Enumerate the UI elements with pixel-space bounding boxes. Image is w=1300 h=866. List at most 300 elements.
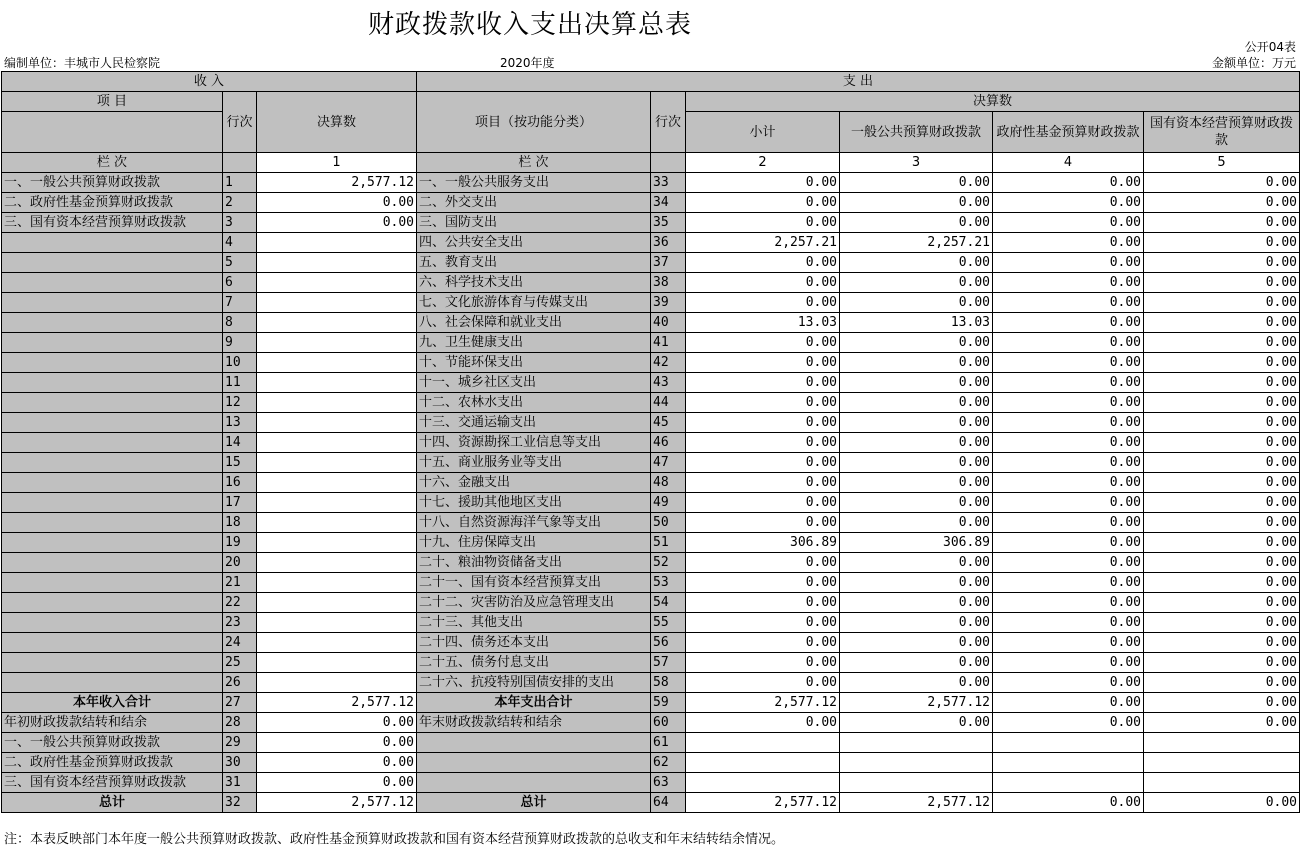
- income-row-no: 18: [223, 513, 257, 533]
- expense-gov-fund: 0.00: [993, 573, 1144, 593]
- expense-gov-fund: 0.00: [993, 553, 1144, 573]
- expense-subtotal: 0.00: [686, 653, 840, 673]
- expense-general: 2,577.12: [840, 793, 993, 813]
- expense-state-capital: 0.00: [1144, 333, 1300, 353]
- expense-gov-fund: 0.00: [993, 233, 1144, 253]
- expense-row-no: 57: [651, 653, 686, 673]
- income-amount: [257, 293, 417, 313]
- expense-state-capital: [1144, 753, 1300, 773]
- expense-general: 0.00: [840, 553, 993, 573]
- income-item: [2, 673, 223, 693]
- expense-subtotal: [686, 733, 840, 753]
- expense-gov-fund: 0.00: [993, 353, 1144, 373]
- expense-subtotal: 0.00: [686, 353, 840, 373]
- income-item: [2, 513, 223, 533]
- expense-subtotal: 0.00: [686, 333, 840, 353]
- expense-gov-fund: 0.00: [993, 273, 1144, 293]
- expense-row-no: 48: [651, 473, 686, 493]
- table-row: [2, 693, 1300, 713]
- income-item: [2, 413, 223, 433]
- expense-subtotal: [686, 753, 840, 773]
- expense-state-capital: 0.00: [1144, 513, 1300, 533]
- income-amount: [257, 653, 417, 673]
- expense-item: 二十六、抗疫特别国债安排的支出: [417, 673, 651, 693]
- subtotal-header: 小计: [686, 112, 840, 153]
- expense-general: 13.03: [840, 313, 993, 333]
- income-item: [2, 613, 223, 633]
- expense-subtotal: 0.00: [686, 473, 840, 493]
- expense-general: 0.00: [840, 213, 993, 233]
- expense-item: 四、公共安全支出: [417, 233, 651, 253]
- expense-general: 0.00: [840, 613, 993, 633]
- income-row-no: 9: [223, 333, 257, 353]
- expense-subtotal: 0.00: [686, 173, 840, 193]
- expense-item: 二、外交支出: [417, 193, 651, 213]
- expense-row-no: 63: [651, 773, 686, 793]
- expense-general: 0.00: [840, 433, 993, 453]
- income-amount: [257, 393, 417, 413]
- expense-item: 一、一般公共服务支出: [417, 173, 651, 193]
- income-amount: 0.00: [257, 753, 417, 773]
- expense-row-no: 44: [651, 393, 686, 413]
- exp-row-no-header: 行次: [651, 92, 686, 153]
- income-item: [2, 473, 223, 493]
- income-item: [2, 493, 223, 513]
- income-amount: [257, 373, 417, 393]
- income-row-no: 5: [223, 253, 257, 273]
- expense-subtotal: 0.00: [686, 713, 840, 733]
- expense-item: 十七、援助其他地区支出: [417, 493, 651, 513]
- expense-state-capital: 0.00: [1144, 373, 1300, 393]
- income-item: [2, 553, 223, 573]
- expense-gov-fund: 0.00: [993, 613, 1144, 633]
- income-item: [2, 333, 223, 353]
- expense-general: 2,577.12: [840, 693, 993, 713]
- expense-gov-fund: 0.00: [993, 493, 1144, 513]
- expense-row-no: 54: [651, 593, 686, 613]
- income-item: [2, 373, 223, 393]
- income-amount: [257, 413, 417, 433]
- expense-gov-fund: 0.00: [993, 693, 1144, 713]
- expense-row-no: 51: [651, 533, 686, 553]
- amount-unit: 金额单位：万元: [1211, 56, 1296, 70]
- expense-state-capital: 0.00: [1144, 793, 1300, 813]
- income-row-no: 23: [223, 613, 257, 633]
- table-row: [2, 793, 1300, 813]
- expense-general: 0.00: [840, 413, 993, 433]
- expense-general: 0.00: [840, 353, 993, 373]
- expense-general: 0.00: [840, 393, 993, 413]
- expense-item: 六、科学技术支出: [417, 273, 651, 293]
- income-amount: [257, 433, 417, 453]
- expense-subtotal: 0.00: [686, 393, 840, 413]
- expense-gov-fund: 0.00: [993, 193, 1144, 213]
- expense-state-capital: 0.00: [1144, 653, 1300, 673]
- expense-subtotal: 0.00: [686, 213, 840, 233]
- table-row: [2, 573, 1300, 593]
- expense-row-no: 35: [651, 213, 686, 233]
- income-row-no: 32: [223, 793, 257, 813]
- col-no-1: 1: [257, 153, 417, 173]
- expense-general: 0.00: [840, 173, 993, 193]
- income-row-no: 1: [223, 173, 257, 193]
- expense-gov-fund: 0.00: [993, 453, 1144, 473]
- expense-row-no: 42: [651, 353, 686, 373]
- income-row-no: 29: [223, 733, 257, 753]
- expense-state-capital: [1144, 733, 1300, 753]
- expense-general: 0.00: [840, 273, 993, 293]
- expense-general: 0.00: [840, 193, 993, 213]
- item-header-blank: [2, 112, 223, 153]
- income-row-no: 16: [223, 473, 257, 493]
- expense-item: 十三、交通运输支出: [417, 413, 651, 433]
- income-item: [2, 593, 223, 613]
- gov-fund-header: 政府性基金预算财政拨款: [993, 112, 1144, 153]
- income-row-no: 10: [223, 353, 257, 373]
- expense-gov-fund: 0.00: [993, 793, 1144, 813]
- table-row: [2, 633, 1300, 653]
- expense-row-no: 61: [651, 733, 686, 753]
- expense-subtotal: 13.03: [686, 313, 840, 333]
- expense-item: [417, 753, 651, 773]
- expense-item: 二十一、国有资本经营预算支出: [417, 573, 651, 593]
- col-no-4: 4: [993, 153, 1144, 173]
- expense-general: 2,257.21: [840, 233, 993, 253]
- income-item: [2, 273, 223, 293]
- expense-item: 二十、粮油物资储备支出: [417, 553, 651, 573]
- income-item: 本年收入合计: [2, 693, 223, 713]
- col-no-5: 5: [1144, 153, 1300, 173]
- income-amount: [257, 513, 417, 533]
- income-amount: [257, 493, 417, 513]
- income-row-no: 13: [223, 413, 257, 433]
- income-row-no: 7: [223, 293, 257, 313]
- expense-subtotal: 0.00: [686, 613, 840, 633]
- income-amount: [257, 233, 417, 253]
- income-item: [2, 433, 223, 453]
- expense-gov-fund: [993, 773, 1144, 793]
- expense-row-no: 33: [651, 173, 686, 193]
- expense-state-capital: 0.00: [1144, 353, 1300, 373]
- expense-general: [840, 773, 993, 793]
- income-amount: [257, 333, 417, 353]
- expense-state-capital: [1144, 773, 1300, 793]
- expense-state-capital: 0.00: [1144, 553, 1300, 573]
- expense-subtotal: 0.00: [686, 433, 840, 453]
- expense-state-capital: 0.00: [1144, 213, 1300, 233]
- income-amount: 0.00: [257, 773, 417, 793]
- expense-gov-fund: 0.00: [993, 673, 1144, 693]
- expense-row-no: 34: [651, 193, 686, 213]
- expense-state-capital: 0.00: [1144, 453, 1300, 473]
- income-amount: 0.00: [257, 733, 417, 753]
- expense-general: 0.00: [840, 513, 993, 533]
- expense-subtotal: 306.89: [686, 533, 840, 553]
- expense-gov-fund: 0.00: [993, 413, 1144, 433]
- expense-subtotal: 2,577.12: [686, 693, 840, 713]
- table-row: [2, 193, 1300, 213]
- expense-general: 0.00: [840, 653, 993, 673]
- expense-state-capital: 0.00: [1144, 713, 1300, 733]
- income-item: [2, 393, 223, 413]
- expense-item: [417, 733, 651, 753]
- expense-state-capital: 0.00: [1144, 633, 1300, 653]
- income-row-no: 24: [223, 633, 257, 653]
- expense-gov-fund: 0.00: [993, 173, 1144, 193]
- expense-gov-fund: 0.00: [993, 313, 1144, 333]
- income-row-no: 26: [223, 673, 257, 693]
- expense-gov-fund: 0.00: [993, 393, 1144, 413]
- expense-row-no: 55: [651, 613, 686, 633]
- expense-subtotal: 2,257.21: [686, 233, 840, 253]
- expense-subtotal: 0.00: [686, 453, 840, 473]
- general-header: 一般公共预算财政拨款: [840, 112, 993, 153]
- expense-row-no: 53: [651, 573, 686, 593]
- expense-subtotal: 0.00: [686, 293, 840, 313]
- expense-row-no: 43: [651, 373, 686, 393]
- expense-subtotal: 0.00: [686, 373, 840, 393]
- income-item: [2, 533, 223, 553]
- table-row: [2, 333, 1300, 353]
- expense-row-no: 50: [651, 513, 686, 533]
- expense-row-no: 37: [651, 253, 686, 273]
- income-amount: [257, 473, 417, 493]
- expense-item: 三、国防支出: [417, 213, 651, 233]
- table-body: [2, 173, 1300, 813]
- table-row: [2, 613, 1300, 633]
- income-item: 二、政府性基金预算财政拨款: [2, 193, 223, 213]
- expense-subtotal: 2,577.12: [686, 793, 840, 813]
- expense-row-no: 59: [651, 693, 686, 713]
- income-amount: [257, 673, 417, 693]
- income-row-no: 11: [223, 373, 257, 393]
- expense-row-no: 52: [651, 553, 686, 573]
- income-row-no: 12: [223, 393, 257, 413]
- expense-gov-fund: 0.00: [993, 653, 1144, 673]
- income-amount: [257, 273, 417, 293]
- expense-general: 0.00: [840, 493, 993, 513]
- expense-subtotal: 0.00: [686, 553, 840, 573]
- income-row-no: 17: [223, 493, 257, 513]
- expense-gov-fund: 0.00: [993, 253, 1144, 273]
- expense-general: [840, 733, 993, 753]
- expense-header: 支 出: [417, 72, 1300, 92]
- expense-state-capital: 0.00: [1144, 173, 1300, 193]
- expense-row-no: 45: [651, 413, 686, 433]
- income-row-no: 8: [223, 313, 257, 333]
- item-header: 项 目: [2, 92, 223, 112]
- income-row-no: 4: [223, 233, 257, 253]
- expense-item: 总计: [417, 793, 651, 813]
- income-item: [2, 293, 223, 313]
- table-row: [2, 773, 1300, 793]
- expense-subtotal: 0.00: [686, 413, 840, 433]
- income-row-no: 27: [223, 693, 257, 713]
- expense-state-capital: 0.00: [1144, 493, 1300, 513]
- expense-subtotal: 0.00: [686, 273, 840, 293]
- expense-general: 0.00: [840, 473, 993, 493]
- table-row: [2, 313, 1300, 333]
- expense-item: 二十五、债务付息支出: [417, 653, 651, 673]
- table-row: [2, 273, 1300, 293]
- expense-gov-fund: 0.00: [993, 713, 1144, 733]
- table-row: [2, 233, 1300, 253]
- expense-state-capital: 0.00: [1144, 253, 1300, 273]
- expense-state-capital: 0.00: [1144, 673, 1300, 693]
- table-row: [2, 173, 1300, 193]
- expense-item: 二十三、其他支出: [417, 613, 651, 633]
- expense-row-no: 41: [651, 333, 686, 353]
- income-amount: [257, 453, 417, 473]
- income-item: 三、国有资本经营预算财政拨款: [2, 773, 223, 793]
- expense-general: 0.00: [840, 253, 993, 273]
- expense-gov-fund: 0.00: [993, 433, 1144, 453]
- expense-state-capital: 0.00: [1144, 273, 1300, 293]
- table-row: [2, 713, 1300, 733]
- income-amount: [257, 553, 417, 573]
- income-amount: [257, 253, 417, 273]
- table-row: [2, 433, 1300, 453]
- expense-row-no: 36: [651, 233, 686, 253]
- expense-item: 年末财政拨款结转和结余: [417, 713, 651, 733]
- income-header: 收 入: [2, 72, 417, 92]
- income-amount: [257, 593, 417, 613]
- income-amount: 2,577.12: [257, 693, 417, 713]
- expense-state-capital: 0.00: [1144, 573, 1300, 593]
- expense-item: 七、文化旅游体育与传媒支出: [417, 293, 651, 313]
- expense-item: [417, 773, 651, 793]
- income-amount: 0.00: [257, 193, 417, 213]
- income-item: [2, 633, 223, 653]
- table-row: [2, 213, 1300, 233]
- income-row-no: 22: [223, 593, 257, 613]
- income-item: [2, 453, 223, 473]
- expense-item: 十八、自然资源海洋气象等支出: [417, 513, 651, 533]
- expense-item: 本年支出合计: [417, 693, 651, 713]
- income-row-no: 19: [223, 533, 257, 553]
- income-row-no: 14: [223, 433, 257, 453]
- expense-state-capital: 0.00: [1144, 313, 1300, 333]
- income-item: [2, 313, 223, 333]
- income-row-no: 6: [223, 273, 257, 293]
- income-row-no: 28: [223, 713, 257, 733]
- expense-general: 306.89: [840, 533, 993, 553]
- table-row: [2, 553, 1300, 573]
- budget-table: [1, 71, 1300, 813]
- expense-subtotal: 0.00: [686, 593, 840, 613]
- income-item: [2, 253, 223, 273]
- lanci-blank-exp: [651, 153, 686, 173]
- expense-row-no: 60: [651, 713, 686, 733]
- income-amount: [257, 633, 417, 653]
- income-row-no: 30: [223, 753, 257, 773]
- expense-gov-fund: 0.00: [993, 533, 1144, 553]
- expense-general: 0.00: [840, 673, 993, 693]
- expense-item: 十四、资源勘探工业信息等支出: [417, 433, 651, 453]
- table-row: [2, 293, 1300, 313]
- income-item: [2, 653, 223, 673]
- table-row: [2, 393, 1300, 413]
- expense-general: 0.00: [840, 333, 993, 353]
- expense-state-capital: 0.00: [1144, 433, 1300, 453]
- table-row: [2, 253, 1300, 273]
- income-item: 三、国有资本经营预算财政拨款: [2, 213, 223, 233]
- expense-state-capital: 0.00: [1144, 693, 1300, 713]
- income-item: [2, 573, 223, 593]
- expense-gov-fund: 0.00: [993, 293, 1144, 313]
- settled-header: 决算数: [686, 92, 1300, 112]
- expense-gov-fund: [993, 753, 1144, 773]
- income-item: [2, 233, 223, 253]
- expense-gov-fund: 0.00: [993, 633, 1144, 653]
- expense-item: 八、社会保障和就业支出: [417, 313, 651, 333]
- expense-general: 0.00: [840, 593, 993, 613]
- table-row: [2, 733, 1300, 753]
- income-item: 二、政府性基金预算财政拨款: [2, 753, 223, 773]
- expense-row-no: 40: [651, 313, 686, 333]
- expense-item: 十五、商业服务业等支出: [417, 453, 651, 473]
- income-amount: 0.00: [257, 713, 417, 733]
- state-capital-header: 国有资本经营预算财政拨款: [1144, 112, 1300, 153]
- income-amount: [257, 613, 417, 633]
- col-no-2: 2: [686, 153, 840, 173]
- expense-state-capital: 0.00: [1144, 293, 1300, 313]
- expense-state-capital: 0.00: [1144, 533, 1300, 553]
- expense-row-no: 39: [651, 293, 686, 313]
- income-row-no: 25: [223, 653, 257, 673]
- expense-item: 十六、金融支出: [417, 473, 651, 493]
- expense-subtotal: 0.00: [686, 253, 840, 273]
- expense-gov-fund: 0.00: [993, 213, 1144, 233]
- expense-state-capital: 0.00: [1144, 413, 1300, 433]
- expense-state-capital: 0.00: [1144, 233, 1300, 253]
- expense-subtotal: 0.00: [686, 573, 840, 593]
- income-row-no: 2: [223, 193, 257, 213]
- expense-state-capital: 0.00: [1144, 193, 1300, 213]
- expense-gov-fund: 0.00: [993, 373, 1144, 393]
- table-row: [2, 753, 1300, 773]
- income-item: 一、一般公共预算财政拨款: [2, 733, 223, 753]
- expense-subtotal: 0.00: [686, 633, 840, 653]
- footnote: 注：本表反映部门本年度一般公共预算财政拨款、政府性基金预算财政拨款和国有资本经营预算财政拨款的总收支和年末结转结余情况。: [4, 832, 785, 847]
- income-row-no: 3: [223, 213, 257, 233]
- func-item-header: 项目（按功能分类）: [417, 92, 651, 153]
- unit-label: 编制单位：丰城市人民检察院: [4, 56, 161, 70]
- income-item: 总计: [2, 793, 223, 813]
- expense-state-capital: 0.00: [1144, 473, 1300, 493]
- expense-gov-fund: 0.00: [993, 593, 1144, 613]
- table-row: [2, 533, 1300, 553]
- income-row-no: 15: [223, 453, 257, 473]
- expense-general: 0.00: [840, 453, 993, 473]
- table-row: [2, 353, 1300, 373]
- expense-gov-fund: 0.00: [993, 473, 1144, 493]
- expense-row-no: 58: [651, 673, 686, 693]
- expense-subtotal: 0.00: [686, 493, 840, 513]
- expense-general: [840, 753, 993, 773]
- income-amount: [257, 573, 417, 593]
- year-label: 2020年度: [500, 56, 555, 70]
- table-row: [2, 513, 1300, 533]
- page-title: 财政拨款收入支出决算总表: [367, 10, 692, 40]
- expense-item: 十二、农林水支出: [417, 393, 651, 413]
- expense-subtotal: 0.00: [686, 673, 840, 693]
- expense-state-capital: 0.00: [1144, 393, 1300, 413]
- expense-item: 十一、城乡社区支出: [417, 373, 651, 393]
- expense-state-capital: 0.00: [1144, 613, 1300, 633]
- table-row: [2, 373, 1300, 393]
- table-row: [2, 593, 1300, 613]
